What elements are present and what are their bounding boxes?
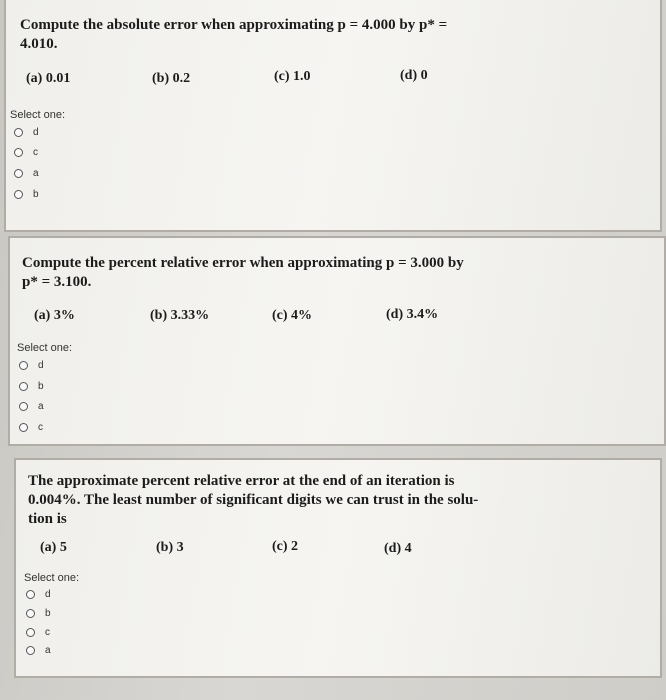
select-one-label: Select one:: [10, 109, 66, 121]
choice-b[interactable]: [14, 186, 39, 202]
question-stem: [20, 16, 447, 54]
choice-c[interactable]: [14, 144, 38, 160]
question-card-1: [4, 0, 662, 232]
radio-button[interactable]: [26, 646, 35, 655]
option-c: (c) 4%: [272, 308, 313, 323]
option-a: (a) 5: [40, 540, 67, 555]
radio-button[interactable]: [14, 169, 23, 178]
option-c: (c) 1.0: [274, 69, 311, 84]
choice-c[interactable]: [26, 624, 50, 640]
question-stem-line: tion is: [28, 511, 67, 527]
option-b: (b) 3.33%: [150, 308, 210, 323]
choice-b[interactable]: [19, 378, 44, 394]
option-a: (a) 3%: [34, 308, 75, 323]
choice-label: a: [33, 167, 39, 179]
option-a: (a) 0.01: [26, 71, 71, 86]
question-card-2: [8, 236, 666, 446]
option-d: (d) 3.4%: [386, 307, 439, 322]
question-stem-line: Compute the absolute error when approximating p = 4.000 by p* =: [20, 17, 448, 33]
choice-d[interactable]: [26, 586, 51, 602]
question-card-3: [14, 458, 662, 678]
choice-label: d: [45, 588, 51, 600]
option-d: (d) 0: [400, 68, 428, 83]
choice-label: b: [33, 188, 39, 200]
choice-label: c: [45, 626, 50, 638]
question-stem-line: 4.010.: [20, 36, 58, 52]
radio-button[interactable]: [14, 190, 23, 199]
radio-button[interactable]: [19, 361, 28, 370]
radio-button[interactable]: [14, 148, 23, 157]
select-one-label: Select one:: [24, 572, 80, 584]
question-stem-line: Compute the percent relative error when approximating p = 3.000 by: [22, 255, 464, 271]
option-b: (b) 3: [156, 540, 184, 555]
radio-button[interactable]: [26, 628, 35, 637]
option-d: (d) 4: [384, 541, 412, 556]
choice-a[interactable]: [19, 398, 44, 414]
radio-button[interactable]: [26, 609, 35, 618]
question-stem: [28, 472, 478, 529]
choice-a[interactable]: [14, 165, 39, 181]
choice-c[interactable]: [19, 419, 43, 435]
select-one-label: Select one:: [17, 342, 73, 354]
choice-label: c: [38, 421, 43, 433]
option-c: (c) 2: [272, 539, 299, 554]
question-stem: [22, 254, 464, 292]
option-b: (b) 0.2: [152, 71, 191, 86]
radio-button[interactable]: [19, 402, 28, 411]
choice-d[interactable]: [14, 124, 39, 140]
radio-button[interactable]: [14, 128, 23, 137]
choice-label: d: [38, 359, 44, 371]
choice-a[interactable]: [26, 642, 51, 658]
choice-d[interactable]: [19, 357, 44, 373]
choice-label: a: [45, 644, 51, 656]
question-stem-line: The approximate percent relative error at the end of an iteration is: [28, 473, 455, 489]
choice-label: c: [33, 146, 38, 158]
choice-label: d: [33, 126, 39, 138]
radio-button[interactable]: [26, 590, 35, 599]
question-stem-line: p* = 3.100.: [22, 274, 92, 290]
choice-label: b: [45, 607, 51, 619]
radio-button[interactable]: [19, 423, 28, 432]
radio-button[interactable]: [19, 382, 28, 391]
choice-label: a: [38, 400, 44, 412]
choice-label: b: [38, 380, 44, 392]
choice-b[interactable]: [26, 605, 51, 621]
question-stem-line: 0.004%. The least number of significant digits we can trust in the solu-: [28, 492, 479, 508]
